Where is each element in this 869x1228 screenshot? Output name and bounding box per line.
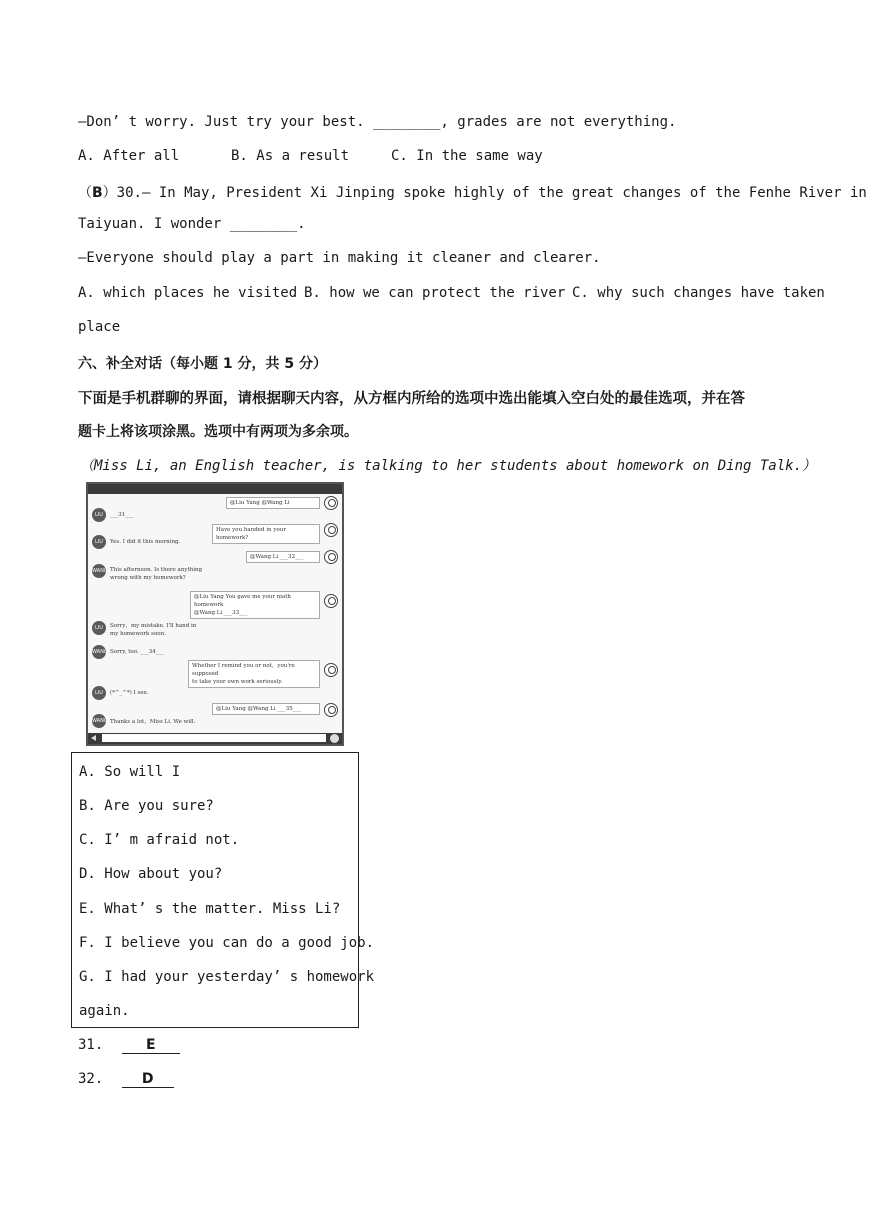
chat-message-right: @Liu Yang @Wang Li ___35___ (212, 703, 320, 715)
back-arrow-icon (91, 735, 96, 741)
q30-answer: B (92, 185, 103, 201)
student-avatar: WANG (92, 645, 106, 659)
send-icon (330, 734, 339, 743)
teacher-avatar (324, 594, 338, 608)
student-avatar: LIU (92, 686, 106, 700)
student-avatar: LIU (92, 508, 106, 522)
teacher-avatar (324, 523, 338, 537)
section-instruction-2: 题卡上将该项涂黑。选项中有两项为多余项。 (78, 424, 358, 440)
answer-letter: D (141, 1071, 154, 1087)
chat-message-left: This afternoon. Is there anything wrong with my homework? (110, 567, 203, 581)
option-f: F. I believe you can do a good job. (79, 935, 375, 951)
chat-message-right: @Liu Yang @Wang Li (226, 497, 320, 509)
option-g: G. I had your yesterday’ s homework (79, 969, 375, 985)
q30-option-c-cont: place (78, 319, 121, 335)
chat-message-left: Sorry, too. ___34___ (110, 649, 164, 655)
q30-line2: Taiyuan. I wonder ________. (78, 216, 306, 232)
answer-31 (78, 1037, 180, 1054)
answer-number: 32. (78, 1071, 104, 1087)
option-b: B. Are you sure? (79, 798, 214, 814)
q30-line3: —Everyone should play a part in making it cleaner and clearer. (78, 250, 601, 266)
option-d: D. How about you? (79, 866, 223, 882)
option-c: C. I’ m afraid not. (79, 832, 240, 848)
chat-input (102, 734, 326, 742)
option-a: A. So will I (79, 764, 181, 780)
q29-option-c: C. In the same way (391, 148, 543, 164)
answer-32 (78, 1071, 174, 1088)
section-instruction-1: 下面是手机群聊的界面，请根据聊天内容，从方框内所给的选项中选出能填入空白处的最佳选项，并在答 (78, 391, 745, 407)
teacher-avatar (324, 550, 338, 564)
input-bar (88, 733, 342, 744)
q29-option-b: B. As a result (231, 148, 350, 164)
chat-message-right: Have you handed in your homework? (212, 524, 320, 544)
answer-letter: E (145, 1037, 156, 1053)
q30-option-c: C. why such changes have taken (572, 285, 825, 301)
student-avatar: WANG (92, 714, 106, 728)
chat-message-right: @Liu Yang You gave me your math homework @Wang Li ___33___ (190, 591, 320, 619)
q30-line1: （B）30.— In May, President Xi Jinping spoke highly of the great changes of the Fenhe River in (78, 185, 867, 201)
q30-stem: 30.— In May, President Xi Jinping spoke highly of the great changes of the Fenhe River in (116, 185, 867, 201)
student-avatar: LIU (92, 535, 106, 549)
teacher-avatar (324, 496, 338, 510)
student-avatar: WANG (92, 564, 106, 578)
teacher-avatar (324, 663, 338, 677)
teacher-avatar (324, 703, 338, 717)
chat-message-left: Sorry，my mistake. I'll hand in my homework soon. (110, 623, 197, 637)
options-box (71, 752, 375, 1028)
answer-number: 31. (78, 1037, 104, 1053)
q30-option-a: A. which places he visited (78, 285, 298, 301)
chat-message-left: ___31___ (110, 512, 134, 518)
chat-message-left: Thanks a lot，Miss Li. We will. (110, 719, 196, 725)
q30-option-b: B. how we can protect the river (304, 285, 566, 301)
chat-screenshot (86, 482, 344, 746)
section-title: 六、补全对话（每小题 1 分，共 5 分） (78, 356, 327, 372)
chat-message-left: Yes. I did it this morning. (110, 539, 181, 545)
section-context: （Miss Li, an English teacher, is talking to her students about homework on Ding Talk.） (80, 458, 817, 474)
q29-option-a: A. After all (78, 148, 180, 164)
option-g-cont: again. (79, 1003, 130, 1019)
chat-message-left: (*^_^*) I see. (110, 690, 149, 696)
q29-line: —Don’ t worry. Just try your best. ________, grades are not everything. (78, 114, 677, 130)
student-avatar: LIU (92, 621, 106, 635)
chat-message-right: Whether I remind you or not，you're supposed to take your own work seriously. (188, 660, 320, 688)
chat-message-right: @Wang Li ___32___ (246, 551, 320, 563)
option-e: E. What’ s the matter. Miss Li? (79, 901, 341, 917)
status-bar (88, 484, 342, 494)
